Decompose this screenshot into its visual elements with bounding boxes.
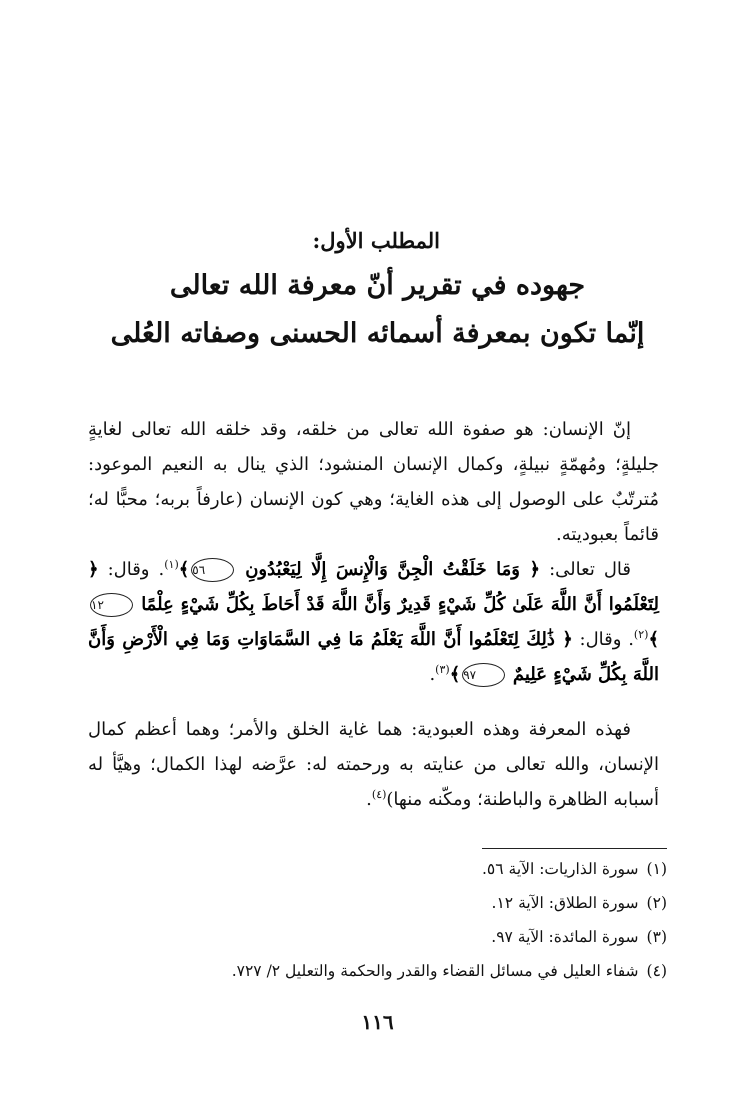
footnote-text: سورة الطلاق: الآية ١٢.	[491, 894, 639, 912]
paragraph-verses	[88, 552, 659, 692]
conclusion-text: فهذه المعرفة وهذه العبودية: هما غاية الخلق والأمر؛ وهما أعظم كمال الإنسان، والله تعالى من عنايته به ورحمته له: عرَّضه لهذا الكمال؛ وهيَّأ له أسبابه الظاهرة والباطنة؛ ومكّنه منها)	[88, 719, 659, 810]
footnotes-list	[88, 852, 667, 988]
footnote-item	[88, 886, 667, 920]
quran-verse-2: ﴿ لِتَعْلَمُوا أَنَّ اللَّهَ عَلَىٰ كُلِّ شَيْءٍ قَدِيرٌ وَأَنَّ اللَّهَ قَدْ أَحَاطَ بِكُلِّ شَيْءٍ عِلْمًا	[88, 559, 660, 615]
ayah-number-1: ٥٦	[191, 558, 234, 582]
footnote-ref-2[interactable]: (٢)	[633, 628, 649, 641]
verses-period: .	[429, 664, 436, 685]
footnote-text: سورة الذاريات: الآية ٥٦.	[481, 860, 639, 878]
section-title-line-1: جهوده في تقرير أنّ معرفة الله تعالى	[169, 270, 586, 301]
conclusion-period: .	[366, 789, 372, 810]
footnote-item	[88, 920, 667, 954]
footnote-number: (١)	[646, 860, 667, 878]
footnote-item	[88, 954, 667, 988]
footnote-number: (٢)	[646, 894, 667, 912]
footnote-ref-4[interactable]: (٤)	[371, 788, 387, 801]
footnote-number: (٣)	[646, 928, 667, 946]
footnote-ref-1[interactable]: (١)	[164, 558, 179, 571]
footnote-ref-3[interactable]: (٣)	[435, 663, 450, 676]
verse-close-3: ﴾	[449, 664, 461, 685]
paragraph-conclusion	[88, 712, 659, 817]
section-label: المطلب الأول:	[312, 228, 440, 253]
footnote-item	[88, 852, 667, 886]
and-said-1: . وقال:	[107, 559, 165, 580]
footnote-number: (٤)	[646, 962, 667, 980]
footnote-text: سورة المائدة: الآية ٩٧.	[491, 928, 639, 946]
ayah-number-2: ١٢	[90, 593, 133, 617]
page-number: ١١٦	[361, 1010, 394, 1034]
and-said-2: . وقال:	[579, 629, 634, 650]
verse-close-2: ﴾	[648, 629, 659, 650]
footnote-divider	[482, 848, 667, 849]
verse-close-1: ﴾	[178, 559, 190, 580]
footnote-text: شفاء العليل في مسائل القضاء والقدر والحكمة والتعليل ٢/ ٧٢٧.	[231, 962, 639, 980]
quran-verse-3: ﴿ ذَٰلِكَ لِتَعْلَمُوا أَنَّ اللَّهَ يَعْلَمُ مَا فِي السَّمَاوَاتِ وَمَا فِي الْأَرْضِ وَأَنَّ اللَّهَ بِكُلِّ شَيْءٍ عَلِيمٌ	[88, 629, 659, 685]
quran-verse-1: ﴿ وَمَا خَلَقْتُ الْجِنَّ وَالْإِنسَ إِلَّا لِيَعْبُدُونِ	[245, 559, 541, 580]
verses-intro: قال تعالى:	[549, 559, 632, 580]
ayah-number-3: ٩٧	[462, 663, 505, 687]
section-title-line-2: إنّما تكون بمعرفة أسمائه الحسنى وصفاته العُلى	[110, 318, 645, 349]
paragraph-intro: إنّ الإنسان: هو صفوة الله تعالى من خلقه، وقد خلقه الله تعالى لغايةٍ جليلةٍ؛ ومُهمّةٍ نبيلةٍ، وكمال الإنسان المنشود؛ الذي ينال به النعيم الموعود: مُترتّبٌ على الوصول إلى هذه الغاية؛ وهي كون الإنسان (عارفاً بربه؛ محبًّا له؛ قائماً بعبوديته.	[88, 419, 659, 545]
